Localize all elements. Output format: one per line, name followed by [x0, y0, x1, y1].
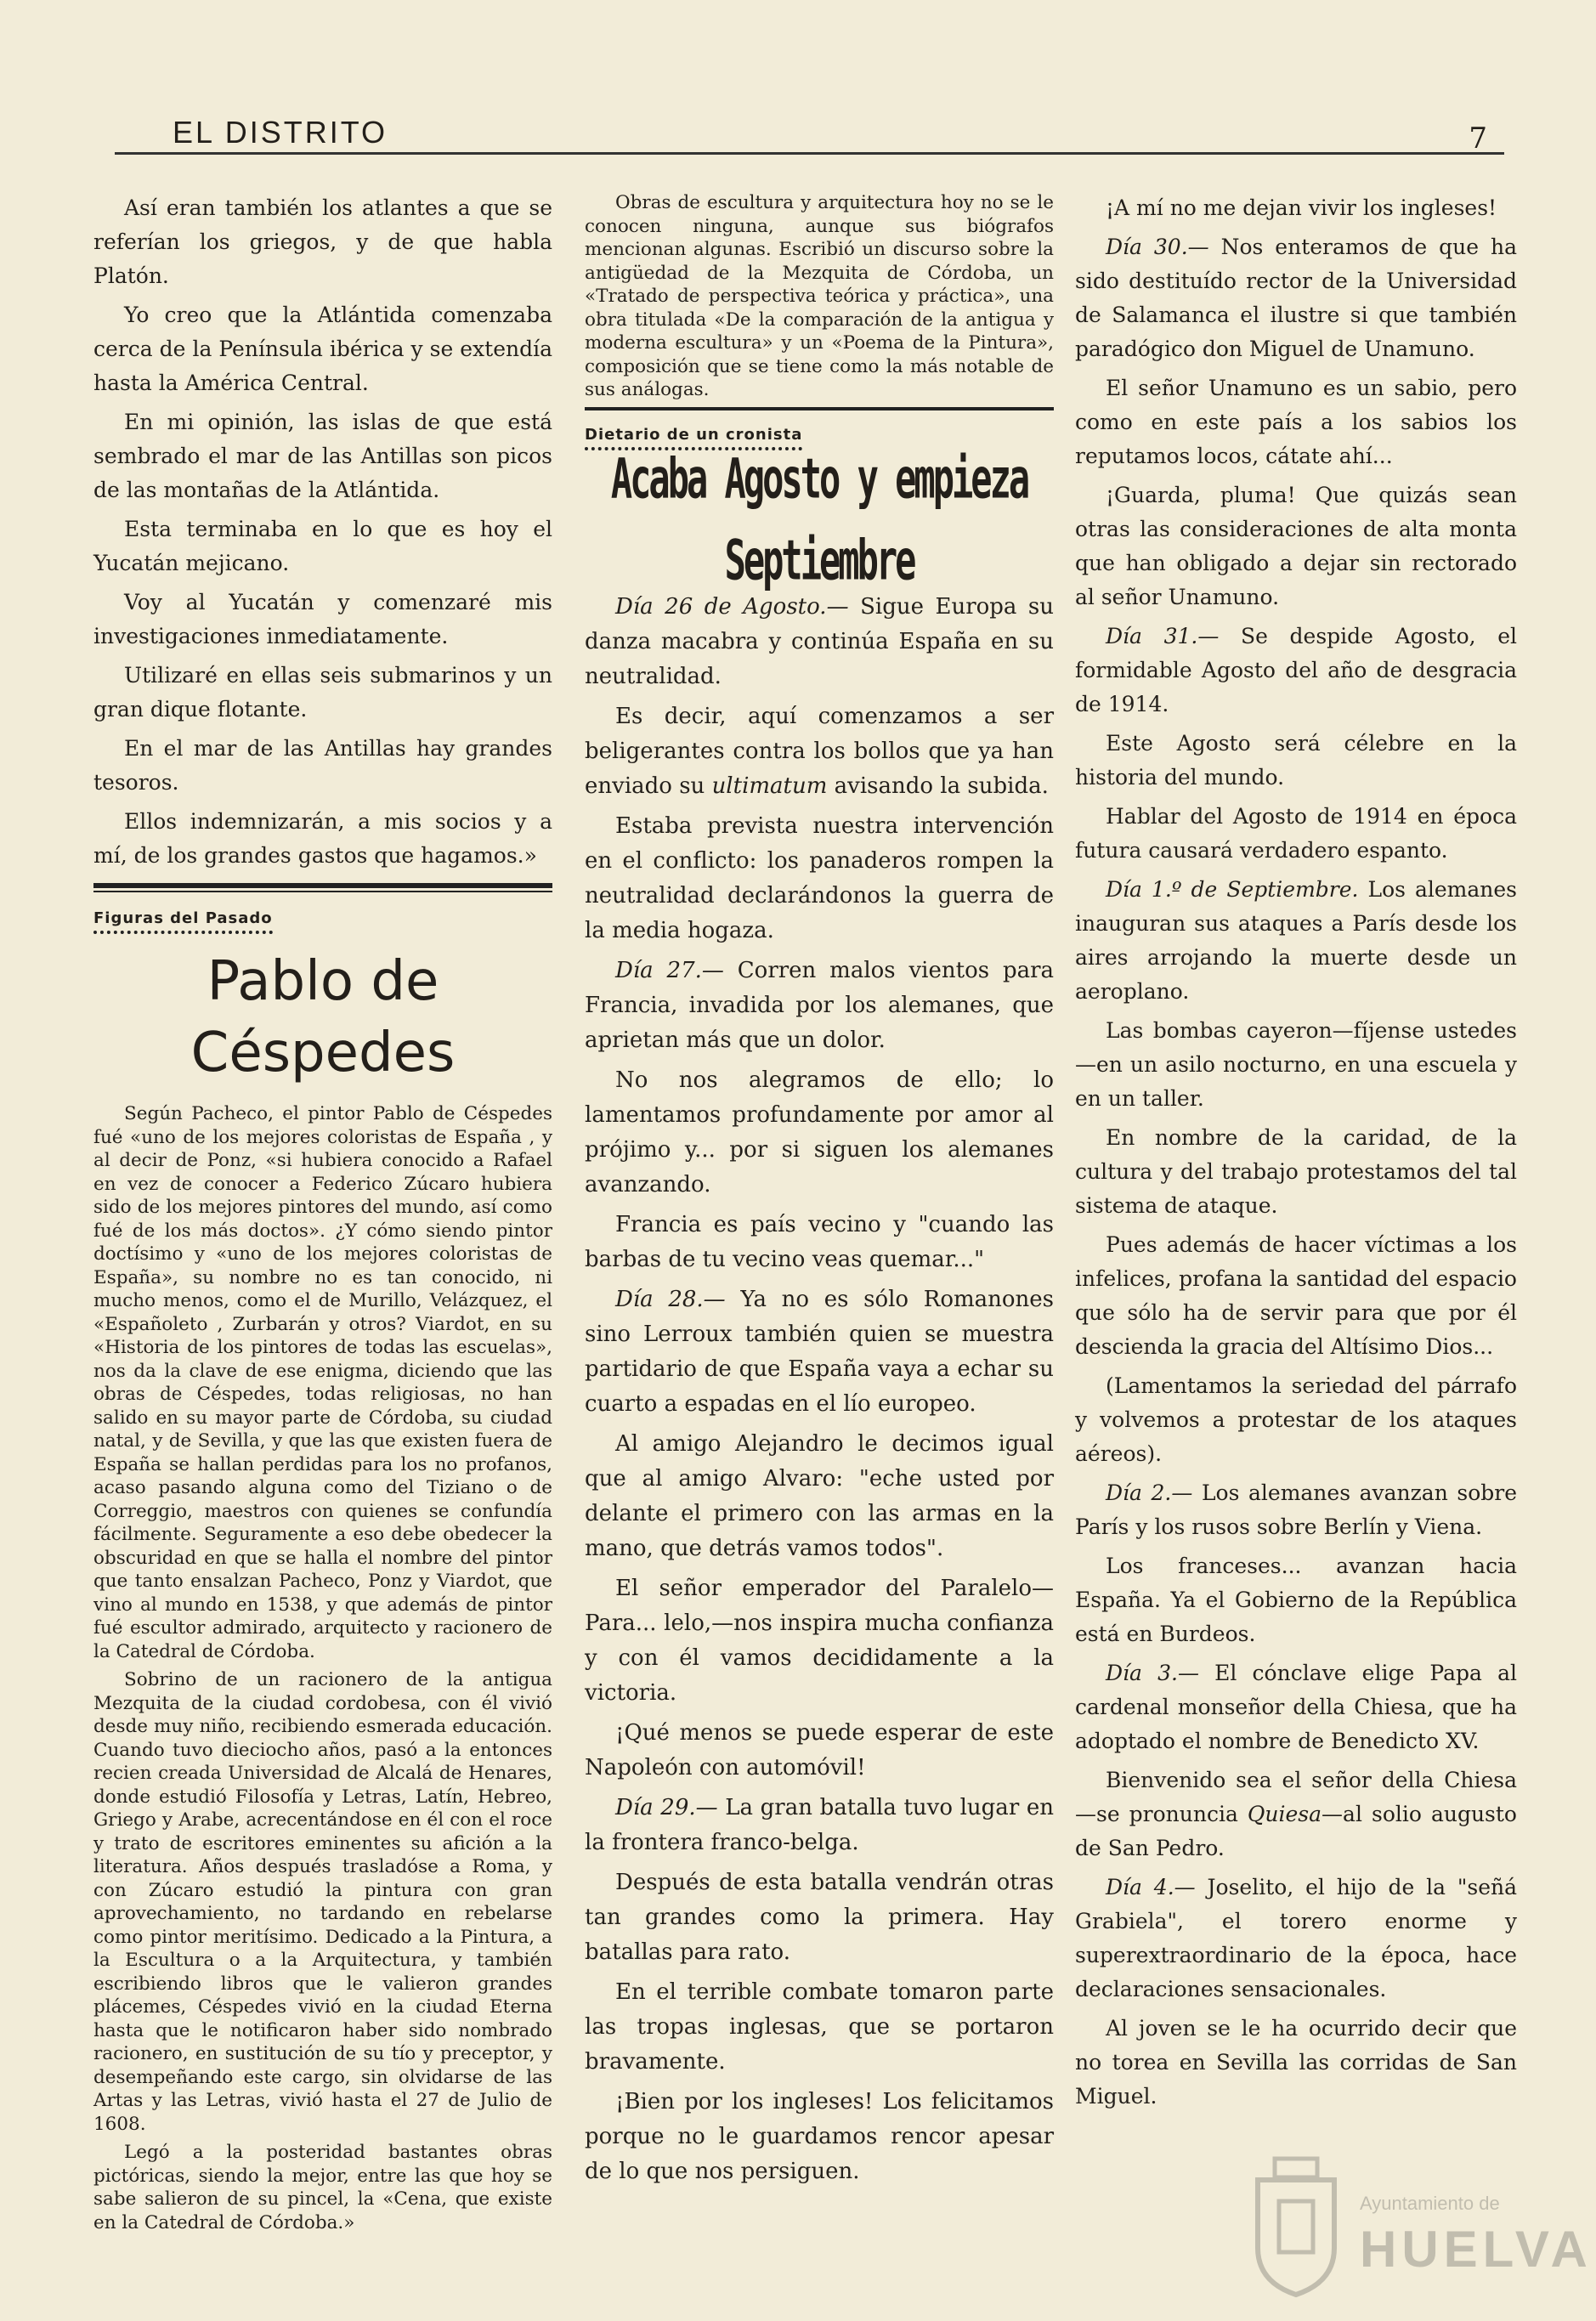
paragraph: El señor emperador del Paralelo—Para... lelo,—nos inspira mucha confianza y con él vamos decididamente a la victoria.: [585, 1575, 1054, 1706]
paragraph: Día 3.— El cónclave elige Papa al cardenal monseñor della Chiesa, que ha adoptado el nombre de Benedicto XV.: [1075, 1661, 1517, 1753]
page-number: 7: [1469, 122, 1487, 156]
day-label: Día 4.—: [1106, 1875, 1196, 1899]
paragraph: Los franceses... avanzan hacia España. Ya el Gobierno de la República está en Burdeos.: [1075, 1554, 1517, 1646]
column-2: [585, 191, 1054, 2194]
watermark-big-text: HUELVA: [1360, 2221, 1593, 2278]
day-label: Día 29.—: [615, 1794, 718, 1820]
paragraph: Según Pacheco, el pintor Pablo de Céspedes fué «uno de los mejores coloristas de España , y al decir de Ponz, «si hubiera conocido a Rafael en vez de conocer a Federico Zúcaro hubiera sido de los mejores pintores del mundo, así como fué de los más doctos». ¿Y cómo siendo pintor doctísimo y «uno de los mejores coloristas de España», su nombre no es tan conocido, ni mucho menos, como el de Murillo, Velázquez, el «Españoleto , Zurbarán y otros? Viardot, en su «Historia de los pintores de todas las escuelas», nos da la clave de ese enigma, diciendo que las obras de Céspedes, todas religiosas, no han salido en su mayor parte de Córdoba, su ciudad natal, y de Sevilla, y que las que existen fuera de España se hallan perdidas para los no profanos, acaso pasando alguna como del Tiziano o de Correggio, maestros con quienes se confundía fácilmente. Seguramente a eso debe obedecer la obscuridad en que se halla el nombre del pintor que tanto ensalzan Pacheco, Ponz y Viardot, que vino al mundo en 1538, y que además de pintor fué escultor admirado, arquitecto y racionero de la Catedral de Córdoba.: [93, 1103, 552, 1662]
watermark-small-text: Ayuntamiento de: [1360, 2193, 1500, 2214]
paragraph: Día 28.— Ya no es sólo Romanones sino Lerroux también quien se muestra partidario de que España vaya a echar su cuarto a espadas en el lío europeo.: [585, 1286, 1055, 1417]
paragraph: Ellos indemnizarán, a mis socios y a mí, de los grandes gastos que hagamos.»: [93, 809, 552, 868]
paragraph: Al joven se le ha ocurrido decir que no torea en Sevilla las corridas de San Miguel.: [1075, 2016, 1517, 2109]
day-label: Día 1.º de Septiembre.: [1106, 877, 1359, 902]
dietario-article-body: [585, 590, 1054, 2189]
section-divider: [93, 883, 552, 892]
paragraph: En el terrible combate tomaron parte las tropas inglesas, que se portaron bravamente.: [585, 1979, 1054, 2075]
paragraph: Día 2.— Los alemanes avanzan sobre París y los rusos sobre Berlín y Viena.: [1075, 1480, 1518, 1539]
paragraph: Bienvenido sea el señor della Chiesa—se pronuncia Quiesa—al solio augusto de San Pedro.: [1075, 1768, 1517, 1860]
paragraph: ¡Bien por los ingleses! Los felicitamos porque no le guardamos rencor apesar de lo que nos persiguen.: [585, 2088, 1054, 2184]
paragraph: Pues además de hacer víctimas a los infelices, profana la santidad del espacio que sólo ha de servir para que por él descienda la gracia del Altísimo Dios...: [1075, 1232, 1517, 1359]
day-label: Día 31.—: [1106, 624, 1220, 648]
dietario-article-continued: [1075, 191, 1517, 2114]
paragraph: Día 31.— Se despide Agosto, el formidable Agosto del año de desgracia de 1914.: [1075, 624, 1517, 716]
paragraph: Día 27.— Corren malos vientos para Francia, invadida por los alemanes, que aprietan más que un dolor.: [585, 957, 1055, 1053]
paragraph: Estaba prevista nuestra intervención en el conflicto: los panaderos rompen la neutralidad declarándonos la guerra de la media hogaza.: [585, 812, 1054, 943]
cespedes-article-continued: [585, 191, 1054, 402]
section-label-figuras: Figuras del Pasado: [93, 909, 273, 934]
day-label: Día 27.—: [615, 957, 724, 983]
paragraph: Después de esta batalla vendrán otras tan grandes como la primera. Hay batallas para rato.: [585, 1869, 1054, 1965]
section-label-dietario: Dietario de un cronista: [585, 426, 802, 450]
paragraph: Francia es país vecino y "cuando las barbas de tu vecino veas quemar...": [585, 1211, 1054, 1272]
coat-of-arms-icon: [1249, 2154, 1343, 2299]
publication-title: EL DISTRITO: [173, 115, 388, 150]
paragraph: Voy al Yucatán y comenzaré mis investigaciones inmediatamente.: [93, 590, 552, 648]
day-label: Día 26 de Agosto.—: [615, 593, 849, 620]
paragraph: Al amigo Alejandro le decimos igual que al amigo Alvaro: "eche usted por delante el primero con las armas en la mano, que detrás vamos todos".: [585, 1430, 1054, 1561]
paragraph: ¡A mí no me dejan vivir los ingleses!: [1106, 195, 1497, 220]
paragraph: Día 30.— Nos enteramos de que ha sido destituído rector de la Universidad de Salamanca el ilustre si que también paradógico don Miguel de Unamuno.: [1075, 235, 1518, 361]
paragraph: ¡Guarda, pluma! Que quizás sean otras las consideraciones de alta monta que han obligado a dejar sin rectorado al señor Unamuno.: [1075, 483, 1517, 609]
day-label: Día 30.—: [1106, 235, 1209, 259]
day-label: Día 28.—: [615, 1286, 726, 1312]
paragraph: En el mar de las Antillas hay grandes tesoros.: [93, 736, 552, 795]
paragraph: El señor Unamuno es un sabio, pero como en este país a los sabios los reputamos locos, cátate ahí...: [1075, 376, 1517, 468]
paragraph: Así eran también los atlantes a que se referían los griegos, y de que habla Platón.: [93, 195, 552, 288]
paragraph: Utilizaré en ellas seis submarinos y un gran dique flotante.: [93, 663, 552, 722]
paragraph: No nos alegramos de ello; lo lamentamos profundamente por amor al prójimo y... por si siguen los alemanes avanzando.: [585, 1067, 1054, 1197]
paragraph: (Lamentamos la seriedad del párrafo y volvemos a protestar de los ataques aéreos).: [1075, 1373, 1517, 1466]
paragraph: En nombre de la caridad, de la cultura y del trabajo protestamos del tal sistema de ataque.: [1075, 1125, 1517, 1218]
paragraph: ¡Qué menos se puede esperar de este Napoleón con automóvil!: [585, 1719, 1054, 1780]
column-3: [1075, 191, 1517, 2119]
paragraph: Hablar del Agosto de 1914 en época futura causará verdadero espanto.: [1075, 804, 1517, 863]
paragraph: Día 29.— La gran batalla tuvo lugar en la frontera franco-belga.: [585, 1794, 1054, 1855]
paragraph: Es decir, aquí comenzamos a ser beligerantes contra los bollos que ya han enviado su ultimatum avisando la subida.: [585, 703, 1054, 799]
archive-watermark: [1232, 2150, 1593, 2312]
header-rule: [115, 152, 1504, 155]
paragraph: Día 1.º de Septiembre. Los alemanes inauguran sus ataques a París desde los aires arrojando la muerte desde un aeroplano.: [1075, 877, 1518, 1004]
paragraph: Día 26 de Agosto.— Sigue Europa su danza macabra y continúa España en su neutralidad.: [585, 593, 1054, 689]
paragraph: Las bombas cayeron—fíjense ustedes—en un asilo nocturno, en una escuela y en un taller.: [1075, 1018, 1517, 1111]
section-divider: [585, 407, 1054, 410]
paragraph: Legó a la posteridad bastantes obras pictóricas, siendo la mejor, entre las que hoy se sabe salieron de su pincel, la «Cena, que existe en la Catedral de Córdoba.»: [93, 2142, 552, 2233]
cespedes-article-body: [93, 1102, 552, 2234]
paragraph: Sobrino de un racionero de la antigua Mezquita de la ciudad cordobesa, con él vivió desde muy niño, recibiendo esmerada educación. Cuando tuvo dieciocho años, pasó a la entonces recien creada Universidad de Alcalá de Henares, donde estudió Filosofía y Letras, Latín, Hebreo, Griego y Arabe, acrecentándose en él con el roce y trato de escritores eminentes su afición a la literatura. Años después trasladóse a Roma, y con Zúcaro estudió la pintura con gran aprovechamiento, no tardando en rebelarse como pintor meritísimo. Dedicado a la Pintura, a la Escultura o a la Arquitectura, y también escribiendo libros que le valieron grandes plácemes, Céspedes vivió en la ciudad Eterna hasta que le notificaron haber sido nombrado racionero, en sustitución de su tío y preceptor, y desempeñando este cargo, sin olvidarse de las Artas y las Letras, vivió hasta el 27 de Julio de 1608.: [93, 1669, 552, 2135]
paragraph: Obras de escultura y arquitectura hoy no se le conocen ninguna, aunque sus biógrafos mencionan algunas. Escribió un discurso sobre la antigüedad de la Mezquita de Córdoba, un «Tratado de perspectiva teórica y práctica», una obra titulada «De la comparación de la antigua y moderna escultura» y un «Poema de la Pintura», composición que se tiene como la más notable de sus análogas.: [585, 192, 1054, 400]
headline-pablo-de-cespedes: Pablo de Céspedes: [190, 950, 456, 1084]
page-header: [115, 115, 1504, 156]
paragraph: Este Agosto será célebre en la historia del mundo.: [1075, 731, 1517, 790]
headline-acaba-agosto: Acaba Agosto y empieza Septiembre: [610, 445, 1028, 592]
paragraph: Esta terminaba en lo que es hoy el Yucatán mejicano.: [93, 517, 552, 575]
paragraph: En mi opinión, las islas de que está sembrado el mar de las Antillas son picos de las montañas de la Atlántida.: [93, 410, 552, 502]
atlantida-article-end: [93, 191, 552, 873]
day-label: Día 2.—: [1106, 1480, 1193, 1505]
paragraph: Día 4.— Joselito, el hijo de la "señá Grabiela", el torero enorme y superextraordinario de la época, hace declaraciones sensacionales.: [1075, 1875, 1517, 2001]
day-label: Día 3.—: [1106, 1661, 1199, 1685]
paragraph: Yo creo que la Atlántida comenzaba cerca de la Península ibérica y se extendía hasta la América Central.: [93, 303, 552, 395]
column-1: [93, 191, 552, 2239]
